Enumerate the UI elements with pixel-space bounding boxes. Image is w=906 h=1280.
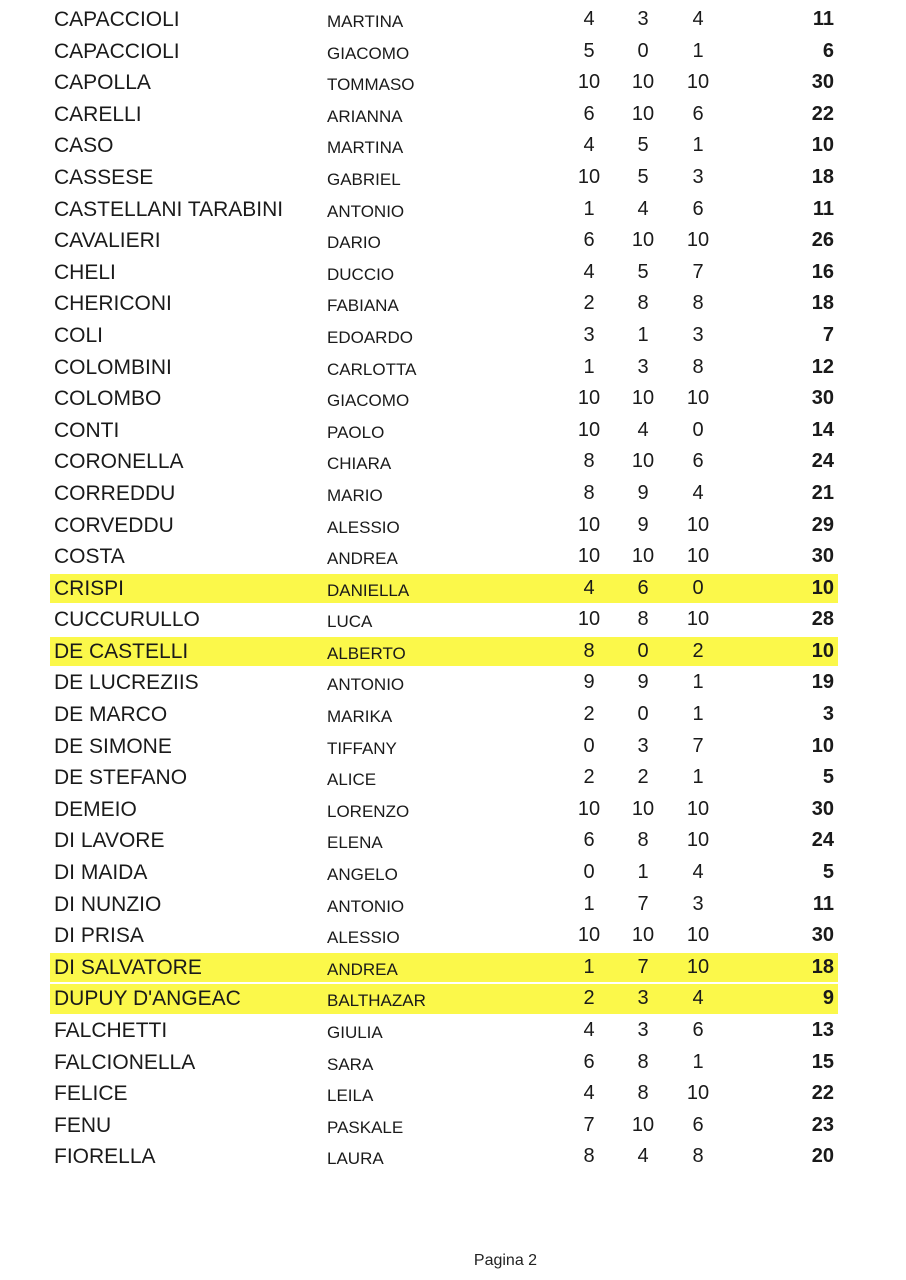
score-2-cell: 8 xyxy=(637,829,649,852)
score-2-cell: 5 xyxy=(637,165,649,188)
surname-cell: CHELI xyxy=(54,260,116,284)
total-cell: 3 xyxy=(822,703,834,726)
firstname-cell: MARTINA xyxy=(327,12,404,31)
table-row xyxy=(0,352,906,384)
total-cell: 24 xyxy=(811,450,834,473)
firstname-cell: EDOARDO xyxy=(327,327,413,347)
score-3-cell: 8 xyxy=(692,355,704,378)
firstname-cell: LEILA xyxy=(327,1086,374,1106)
score-2-cell: 3 xyxy=(637,355,649,378)
score-2-cell: 0 xyxy=(637,639,649,662)
score-2-cell: 9 xyxy=(637,513,649,536)
score-2-cell: 10 xyxy=(631,1113,655,1136)
score-3-cell: 1 xyxy=(692,671,704,694)
score-3-cell: 7 xyxy=(692,260,704,283)
firstname-cell: ELENA xyxy=(327,833,383,853)
score-2-cell: 10 xyxy=(631,545,655,568)
total-cell: 23 xyxy=(811,1113,834,1136)
total-cell: 5 xyxy=(822,766,834,789)
score-3-cell: 6 xyxy=(692,197,704,220)
total-cell: 21 xyxy=(811,481,834,504)
total-cell: 10 xyxy=(811,734,834,757)
total-cell: 18 xyxy=(811,955,834,978)
table-row xyxy=(0,1015,906,1047)
total-cell: 18 xyxy=(811,292,834,315)
score-2-cell: 4 xyxy=(637,418,649,441)
score-3-cell: 10 xyxy=(686,829,710,852)
score-table xyxy=(0,4,906,1173)
score-1-cell: 6 xyxy=(583,102,595,125)
total-cell: 30 xyxy=(811,797,834,820)
surname-cell: DI NUNZIO xyxy=(54,892,162,916)
surname-cell: DI PRISA xyxy=(54,924,144,948)
firstname-cell: ANTONIO xyxy=(327,201,405,221)
score-1-cell: 7 xyxy=(583,1113,595,1136)
surname-cell: COLI xyxy=(54,323,104,347)
score-3-cell: 10 xyxy=(686,797,710,820)
total-cell: 6 xyxy=(822,39,834,62)
score-2-cell: 4 xyxy=(637,197,649,220)
score-2-cell: 4 xyxy=(637,1145,649,1168)
surname-cell: CAPOLLA xyxy=(54,71,151,95)
table-row xyxy=(0,762,906,794)
score-1-cell: 4 xyxy=(583,1082,595,1105)
score-3-cell: 10 xyxy=(686,955,710,978)
score-2-cell: 8 xyxy=(637,608,649,631)
score-2-cell: 3 xyxy=(637,987,649,1010)
firstname-cell: GIACOMO xyxy=(327,391,410,411)
total-cell: 11 xyxy=(812,8,834,30)
score-1-cell: 4 xyxy=(583,576,595,599)
score-3-cell: 1 xyxy=(692,703,704,726)
firstname-cell: DUCCIO xyxy=(327,264,395,284)
score-2-cell: 8 xyxy=(637,1050,649,1073)
score-3-cell: 6 xyxy=(692,450,704,473)
firstname-cell: TOMMASO xyxy=(327,75,415,95)
surname-cell: CARELLI xyxy=(54,102,142,126)
score-3-cell: 6 xyxy=(692,1019,704,1041)
table-row xyxy=(0,36,906,68)
score-1-cell: 6 xyxy=(583,829,595,852)
table-row-highlighted xyxy=(0,636,906,668)
score-3-cell: 10 xyxy=(686,387,710,410)
total-cell: 11 xyxy=(812,197,834,220)
table-row xyxy=(0,825,906,857)
surname-cell: CASTELLANI TARABINI xyxy=(54,197,284,221)
score-1-cell: 2 xyxy=(583,766,595,789)
firstname-cell: LAURA xyxy=(327,1149,384,1169)
score-1-cell: 10 xyxy=(577,545,601,568)
score-1-cell: 8 xyxy=(583,450,595,473)
score-2-cell: 1 xyxy=(637,861,649,884)
score-1-cell: 2 xyxy=(583,703,595,726)
score-1-cell: 10 xyxy=(577,387,601,410)
surname-cell: DE LUCREZIIS xyxy=(54,671,199,695)
table-row xyxy=(0,794,906,826)
surname-cell: CHERICONI xyxy=(54,292,172,316)
surname-cell: COLOMBINI xyxy=(54,355,172,379)
score-1-cell: 10 xyxy=(577,513,601,536)
surname-cell: DUPUY D'ANGEAC xyxy=(54,987,241,1011)
total-cell: 16 xyxy=(811,260,834,283)
table-row xyxy=(0,857,906,889)
table-row xyxy=(0,1110,906,1142)
total-cell: 10 xyxy=(811,134,834,157)
table-row xyxy=(0,731,906,763)
total-cell: 19 xyxy=(811,671,834,694)
score-2-cell: 10 xyxy=(631,229,655,252)
score-3-cell: 6 xyxy=(692,1113,704,1136)
score-2-cell: 3 xyxy=(637,1019,649,1041)
firstname-cell: LUCA xyxy=(327,612,373,632)
score-3-cell: 0 xyxy=(692,576,704,599)
surname-cell: FALCIONELLA xyxy=(54,1050,196,1074)
table-row xyxy=(0,415,906,447)
table-row xyxy=(0,1047,906,1079)
surname-cell: FENU xyxy=(54,1113,112,1137)
score-2-cell: 10 xyxy=(631,797,655,820)
score-3-cell: 10 xyxy=(686,924,710,947)
score-3-cell: 7 xyxy=(692,734,704,757)
score-1-cell: 10 xyxy=(577,608,601,631)
score-2-cell: 9 xyxy=(637,481,649,504)
firstname-cell: SARA xyxy=(327,1054,374,1074)
score-3-cell: 4 xyxy=(692,987,704,1010)
score-1-cell: 2 xyxy=(583,292,595,315)
total-cell: 18 xyxy=(811,165,834,188)
page-number: Pagina 2 xyxy=(473,1252,538,1269)
surname-cell: CAPACCIOLI xyxy=(54,39,180,63)
table-row xyxy=(0,920,906,952)
score-2-cell: 5 xyxy=(637,260,649,283)
score-2-cell: 0 xyxy=(637,703,649,726)
score-2-cell: 7 xyxy=(637,955,649,978)
table-row-highlighted xyxy=(0,983,906,1015)
table-row xyxy=(0,288,906,320)
surname-cell: DE MARCO xyxy=(54,703,168,727)
table-row xyxy=(0,4,906,36)
score-2-cell: 7 xyxy=(637,892,649,915)
firstname-cell: CARLOTTA xyxy=(327,359,417,379)
score-3-cell: 10 xyxy=(686,545,710,568)
table-row xyxy=(0,510,906,542)
score-2-cell: 3 xyxy=(637,8,649,30)
total-cell: 30 xyxy=(811,545,834,568)
score-2-cell: 8 xyxy=(637,292,649,315)
total-cell: 12 xyxy=(811,355,834,378)
total-cell: 14 xyxy=(811,418,834,441)
firstname-cell: ANGELO xyxy=(327,865,398,885)
score-2-cell: 0 xyxy=(637,39,649,62)
score-1-cell: 10 xyxy=(577,924,601,947)
firstname-cell: GABRIEL xyxy=(327,169,401,189)
score-1-cell: 4 xyxy=(583,134,595,157)
table-row xyxy=(0,130,906,162)
score-3-cell: 4 xyxy=(692,8,704,30)
score-3-cell: 10 xyxy=(686,608,710,631)
surname-cell: CORREDDU xyxy=(54,481,176,505)
firstname-cell: GIACOMO xyxy=(327,43,410,63)
score-3-cell: 1 xyxy=(692,1050,704,1073)
surname-cell: CASO xyxy=(54,134,114,158)
table-row xyxy=(0,67,906,99)
table-row xyxy=(0,320,906,352)
firstname-cell: ALESSIO xyxy=(327,928,400,948)
score-1-cell: 1 xyxy=(583,892,595,915)
firstname-cell: PAOLO xyxy=(327,422,385,442)
score-1-cell: 10 xyxy=(577,165,601,188)
table-row xyxy=(0,446,906,478)
table-row xyxy=(0,1078,906,1110)
table-row xyxy=(0,194,906,226)
score-1-cell: 2 xyxy=(583,987,595,1010)
score-3-cell: 1 xyxy=(692,134,704,157)
score-2-cell: 3 xyxy=(637,734,649,757)
surname-cell: DI LAVORE xyxy=(54,829,165,853)
total-cell: 11 xyxy=(812,892,834,915)
score-2-cell: 1 xyxy=(637,323,649,346)
table-row-highlighted xyxy=(0,573,906,605)
total-cell: 26 xyxy=(811,229,834,252)
firstname-cell: MARIO xyxy=(327,485,383,505)
table-row xyxy=(0,541,906,573)
score-1-cell: 1 xyxy=(583,355,595,378)
firstname-cell: ANDREA xyxy=(327,549,398,569)
score-1-cell: 9 xyxy=(583,671,595,694)
firstname-cell: GIULIA xyxy=(327,1023,383,1042)
score-3-cell: 10 xyxy=(686,229,710,252)
surname-cell: DEMEIO xyxy=(54,797,137,821)
firstname-cell: LORENZO xyxy=(327,801,410,821)
total-cell: 24 xyxy=(811,829,834,852)
score-3-cell: 1 xyxy=(692,766,704,789)
score-1-cell: 1 xyxy=(583,955,595,978)
table-row xyxy=(0,257,906,289)
surname-cell: DE SIMONE xyxy=(54,734,172,758)
surname-cell: DE STEFANO xyxy=(54,766,188,790)
score-1-cell: 10 xyxy=(577,797,601,820)
score-2-cell: 5 xyxy=(637,134,649,157)
score-2-cell: 6 xyxy=(637,576,649,599)
table-row xyxy=(0,225,906,257)
score-3-cell: 0 xyxy=(692,418,704,441)
total-cell: 5 xyxy=(822,861,834,884)
surname-cell: FALCHETTI xyxy=(54,1019,168,1042)
score-1-cell: 3 xyxy=(583,323,595,346)
surname-cell: CASSESE xyxy=(54,165,154,189)
score-1-cell: 4 xyxy=(583,1019,595,1041)
total-cell: 22 xyxy=(811,1082,834,1105)
total-cell: 10 xyxy=(811,576,834,599)
total-cell: 30 xyxy=(811,924,834,947)
score-2-cell: 10 xyxy=(631,924,655,947)
score-2-cell: 2 xyxy=(637,766,649,789)
table-row xyxy=(0,1141,906,1173)
surname-cell: CORVEDDU xyxy=(54,513,174,537)
firstname-cell: ARIANNA xyxy=(327,106,403,126)
score-1-cell: 10 xyxy=(577,418,601,441)
total-cell: 10 xyxy=(811,639,834,662)
total-cell: 15 xyxy=(811,1050,834,1073)
score-2-cell: 10 xyxy=(631,387,655,410)
total-cell: 7 xyxy=(822,323,834,346)
surname-cell: FELICE xyxy=(54,1082,128,1106)
table-row xyxy=(0,383,906,415)
score-1-cell: 4 xyxy=(583,8,595,30)
score-2-cell: 10 xyxy=(631,102,655,125)
firstname-cell: ALICE xyxy=(327,770,377,790)
firstname-cell: ANTONIO xyxy=(327,675,405,695)
firstname-cell: ANTONIO xyxy=(327,896,405,916)
score-3-cell: 8 xyxy=(692,1145,704,1168)
table-row xyxy=(0,99,906,131)
surname-cell: COLOMBO xyxy=(54,387,162,411)
score-3-cell: 4 xyxy=(692,481,704,504)
score-3-cell: 1 xyxy=(692,39,704,62)
total-cell: 13 xyxy=(811,1019,834,1041)
table-row xyxy=(0,699,906,731)
firstname-cell: MARIKA xyxy=(327,707,393,727)
surname-cell: CONTI xyxy=(54,418,120,442)
total-cell: 29 xyxy=(811,513,834,536)
surname-cell: DI SALVATORE xyxy=(54,955,202,979)
score-3-cell: 3 xyxy=(692,892,704,915)
table-row-highlighted xyxy=(0,952,906,984)
surname-cell: DE CASTELLI xyxy=(54,639,189,663)
row-highlight xyxy=(50,574,838,604)
score-1-cell: 5 xyxy=(583,39,595,62)
score-1-cell: 8 xyxy=(583,639,595,662)
score-2-cell: 10 xyxy=(631,71,655,94)
firstname-cell: PASKALE xyxy=(327,1117,404,1137)
score-3-cell: 10 xyxy=(686,71,710,94)
table-row xyxy=(0,162,906,194)
score-3-cell: 10 xyxy=(686,1082,710,1105)
score-1-cell: 6 xyxy=(583,1050,595,1073)
firstname-cell: ANDREA xyxy=(327,959,398,979)
score-1-cell: 4 xyxy=(583,260,595,283)
surname-cell: CRISPI xyxy=(54,576,125,600)
score-1-cell: 1 xyxy=(583,197,595,220)
surname-cell: CORONELLA xyxy=(54,450,184,474)
surname-cell: DI MAIDA xyxy=(54,861,148,885)
score-1-cell: 8 xyxy=(583,481,595,504)
score-3-cell: 4 xyxy=(692,861,704,884)
score-3-cell: 6 xyxy=(692,102,704,125)
total-cell: 30 xyxy=(811,71,834,94)
total-cell: 20 xyxy=(811,1145,834,1168)
score-2-cell: 10 xyxy=(631,450,655,473)
surname-cell: FIORELLA xyxy=(54,1145,156,1169)
total-cell: 28 xyxy=(811,608,834,631)
firstname-cell: CHIARA xyxy=(327,454,392,474)
surname-cell: CAVALIERI xyxy=(54,229,161,253)
table-row xyxy=(0,889,906,921)
firstname-cell: ALESSIO xyxy=(327,517,400,537)
firstname-cell: ALBERTO xyxy=(327,643,406,663)
score-1-cell: 0 xyxy=(583,861,595,884)
score-2-cell: 9 xyxy=(637,671,649,694)
firstname-cell: FABIANA xyxy=(327,296,399,316)
firstname-cell: TIFFANY xyxy=(327,738,397,758)
score-1-cell: 6 xyxy=(583,229,595,252)
score-3-cell: 10 xyxy=(686,513,710,536)
score-3-cell: 3 xyxy=(692,323,704,346)
firstname-cell: MARTINA xyxy=(327,138,404,158)
total-cell: 22 xyxy=(811,102,834,125)
table-row xyxy=(0,667,906,699)
score-2-cell: 8 xyxy=(637,1082,649,1105)
total-cell: 9 xyxy=(822,987,834,1010)
surname-cell: CUCCURULLO xyxy=(54,608,200,632)
score-3-cell: 8 xyxy=(692,292,704,315)
table-row xyxy=(0,604,906,636)
surname-cell: CAPACCIOLI xyxy=(54,8,180,31)
score-1-cell: 8 xyxy=(583,1145,595,1168)
firstname-cell: DANIELLA xyxy=(327,580,410,600)
score-1-cell: 0 xyxy=(583,734,595,757)
total-cell: 30 xyxy=(811,387,834,410)
score-3-cell: 2 xyxy=(692,639,704,662)
table-row xyxy=(0,478,906,510)
score-3-cell: 3 xyxy=(692,165,704,188)
score-1-cell: 10 xyxy=(577,71,601,94)
surname-cell: COSTA xyxy=(54,545,125,569)
firstname-cell: DARIO xyxy=(327,233,381,253)
firstname-cell: BALTHAZAR xyxy=(327,991,426,1011)
